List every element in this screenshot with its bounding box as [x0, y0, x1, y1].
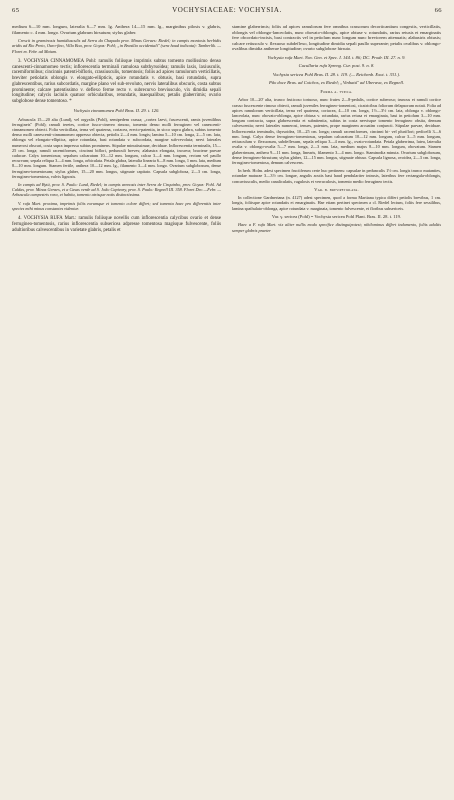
note-paragraph: V. rufa Mart. proxima, imprimis foliis eorumque et tomento colore differt; sed tomenta haec pro differentiis inter species mihi minus constantes videntur.	[12, 200, 221, 211]
paragraph: stamine glaberrimis; foliis ad apices ramulorum fere omnibus crassorum decorticantium congestis, verticillatis, oblongis vel oblongo-lanceolatis, nunc obovato-oblongis, apice obtuse v. rotundatis, rarius retusis et emarginatis fere obcordato-incisis, basi contractis vel in petiolum nunc longum nunc breviorem attenuatis; alabastris obtusis; calcare retiusculo v. flexuoso subdeflexo, longitudine dimidia sepali paullo superante; petalis ovalibus v. oblongo-ovalibus dimidia antherae longitudine; ovario subglobose hirsuto.	[232, 24, 441, 52]
two-column-body	[12, 24, 442, 236]
running-title: VOCHYSIACEAE: VOCHYSIA.	[172, 6, 282, 14]
description-paragraph: Arbuscula 15—20 alta (Lund), vel orgyalis (Pohl), semipedem crassa; „cortex laevi, fuscescenti, ramis juvenilibus ferrugineis" (Pohl); ramuli teretes, cortice fusco-cinereo rimoso, tomento denso molli ferrugineo vel canescenti-cinnamomeo obtecti. Folia verticillata, terna vel quaterna, coriacea, erecto-patentia, in sicco supra glabra, subtus tomento denso molli canescenti-cinnamomeo appresso obtecta, petiolis 2—4 mm. longis; lamina 5—10 cm. longa, 2—5 cm. lata, oblonga vel elongato-elliptica, apice rotundata, basi rotundata v. subcordata, margine sub-revoluta; nervi laterales numerosi obscuri, costa supra impressa subtus prominens. Stipulae minutissimae, deciduae. Inflorescentia terminalis, 15—25 cm. longa; ramuli racemiformes, cincinni biflori, pedunculi breves; alabastra elongata, incurva; bracteae parvae caducae. Calyx tomentosus; sepalum calcaratum 10—12 mm. longum, calcar 3—4 mm. longum, rectum vel paullo recurvum; sepala reliqua 3—4 mm. longa, orbiculata. Petala glabra, lateralia linearia 6—8 mm. longa, 1 mm. lata, medium 8—10 mm. longum. Stamen fertile, anthera 10—12 mm. lg., filamento 3—4 mm. longo. Ovarium subglobosum, dense ferrugineo-tomentosum; stylus glaber, 15—20 mm. longus, stigmate capitato. Capsula subglobosa, 2—3 cm. longa, ferrugineo-tomentosa, valvis lignosis.	[12, 116, 221, 179]
description-paragraph: Arbor 10—20' alta, trunco fruticoso tortuoso, nunc frutex 2—8-pedalis, cortice suberoso; truncus et ramuli cortice crasso fuscescente rimoso obtecti, ramuli juveniles ferrugineo-tomentosi, cicatricibus foliorum delapsorum notati. Folia ad apices ramulorum verticillata, terna vel quaterna, coriacea, 4—10 cm. longa, 1½—3½ cm. lata, oblonga v. oblongo-lanceolata, nunc obovato-oblonga, apice obtusa v. rotundata, rarius retusa et emarginata, basi in petiolum 3—10 mm. longum contracta, supra glabrescentia et subnitentia, subtus in costa nervisque tomento ferrugineo obsita, demum calvescentia; nervi laterales numerosi, tenues, patentes, prope marginem arcuatim conjuncti. Stipulae parvae, deciduae. Inflorescentia terminalis, thyrsoidea, 10—25 cm. longa; ramuli racemiformes, cincinni bi- vel pluriflori; pedicelli 3—6 mm. longi. Calyx dense ferrugineo-tomentosus, sepalum calcaratum 10—12 mm. longum, calcar 3—5 mm. longum, retiusculum v. flexuosum, subdeflexum, sepala reliqua 3—4 mm. lg., ovato-rotundata. Petala glaberrima, lutea, lateralia ovalia v. oblongo-ovalia 5—7 mm. longa, 2—3 mm. lata, medium majus 8—10 mm. longum, obovatum. Stamen glaberrimum, anthera 9—11 mm. longa, linearis, filamento 3—4 mm. longo. Staminodia minuta. Ovarium subglobosum, dense ferrugineo-hirsutum; stylus glaber, 12—15 mm. longus, stigmate obtuso. Capsula lignosa, ovoidea, 2—3 cm. longa, ferrugineo-tomentosa, demum calvescens.	[232, 97, 441, 165]
note-paragraph: Haec a F. rufa Mart. vix aliter nullis modo specifice distinguipotest; nihilominus differt indumento, foliis adultis semper glabris praeter	[232, 222, 441, 233]
form-heading: Forma α. typica.	[320, 88, 353, 94]
locality-paragraph: In campis ad Bytú, prov. S. Paulo: Lund, Riedel; in campis arenosis inter Serra de Cirquinho, prov. Goyaz: Pohl. Ad Caldas, prov. Minas Geraes, et a Casas verde ad S. João Capivary, prov. S. Paulo: Regnell III. 358. Floret Dec.—Febr. — Arbuscula campestris rara, et habitu, tomento atrisque notis distinctissima.	[12, 182, 221, 198]
right-page-number: 66	[434, 7, 442, 14]
vernacular-names: Pão doce Bras. ad Coichos, ex Riedel; „Vinhatú" ad Uberava, ex Regnell.	[268, 80, 405, 86]
paragraph: medium 6—10 mm. longum, lateralia 6—7 mm. lg. Anthera 14—15 mm. lg., marginibus pilosis v. glabris, filamento c. 4 mm. longo. Ovarium glabrum hirsutum; stylus glaber.	[12, 24, 221, 35]
synonym-citation: Vochysia rufa Mart. Nov. Gen. et Spec. I. 144. t. 86; DC. Prodr. III. 27. n. 9.	[267, 54, 406, 60]
running-header	[12, 6, 442, 18]
left-column	[12, 24, 221, 236]
left-page-number: 65	[12, 7, 20, 14]
locality-paragraph: Crescit in graminosis humidiusculis ad Serra da Chapada prov. Minas Geraes: Riedel; in campis montosis herbidis aridis ad Rio Preto, Ouro-fino, Villa Boa, prov. Goyaz: Pohl; „in Brasilia occidentali" (sera haud indicata): Tamberlik. — Floret m. Febr. ad Maium.	[12, 38, 221, 54]
species-heading: 3. VOCHYSIA CINNAMOMEA Pohl: ramulis foliisque imprimis subtus tomento mollissimo denso canescenti-cinnamomeo tectis; inflorescentia terminali ramulosa subthyrsoidea; ramulis laxis, laxiusculis, racemiformibus; cincinnis patenti-bifloris, crassiusculis, tomentosis; foliis ad apices ramulorum verticillatis, breviter petiolatis oblongis v. elongato-ellipticis, apice rotundatis v. obtusis, basi rotundatis, supra glabrescentibus, rarius subcordatis, margine plano vel sub-revoluto, nervis lateralibus obscuris, costa subtus prominente; calcare patentissimo v. deflexo ferme recto v. subrecurvo breviusculo, vix dimidia sepali longitudine; calycis laciniis quatuor orbicularibus, retundatis, inaequalibus; petalis glaberrimis; ovario subglobose dense tomentoso. *	[12, 58, 221, 105]
note-paragraph: In collectione Gardneriana (n. 4127) adest specimen, quod a forma Martiana typica differt petiolis brevibus, 1 cm. longis, foliisque apice rotundatis et emarginatis. Hae etiam pertinet specimen a cl. Riedel lectum, foliis fere sessilibus, lamina spathulato-oblonga, apice rotundata v. marginata, tomento fulvescente, et floribus subsericeis.	[232, 195, 441, 211]
synonym-citation: Vochysia cinnamomea Pohl Bras. II. 29. t. 120.	[73, 108, 160, 114]
note-paragraph: In herb. Holm. adest specimen fructiferum certe huc pertinens: capsulae in pedunculis 1½ cm. longis trunco mutanties, rotundae maturae 3—3½ cm. longae, angulis acutis basi haud pendulariter intrusis, lateribus fere rectangula-oblongis, concaviusculis, medio canaliculatis, rugulosis et verruculosis, tomento medio ferrugineo tectis.	[232, 168, 441, 184]
right-column	[232, 24, 441, 236]
synonym-citation: Cucullaria rufa Spreng. Cur. post. 9. n. 8.	[298, 63, 375, 69]
variety-heading: Var. β. brevipetiolata.	[314, 186, 359, 192]
variety-heading: Var. γ. sericea (Pohl) = Vochysia sericea Pohl Plant. Bras. II. 28. t. 119.	[271, 213, 402, 219]
species-heading: 4. VOCHYSIA RUFA Mart.: ramulis foliisque novellis cum inflorescentia calycibus ovario et dense ferrugineo-tomentosis, rarius inflorescentia subsericea adpresse tomentosa magisque fulvescente, foliis adultioribus calvescentibus in varietate glabris, petalis et	[12, 216, 221, 233]
synonym-citation: Vochysia sericea Pohl Bras. II. 28. t. 119. (— Reichenb. Exot. t. 331.).	[272, 71, 401, 77]
